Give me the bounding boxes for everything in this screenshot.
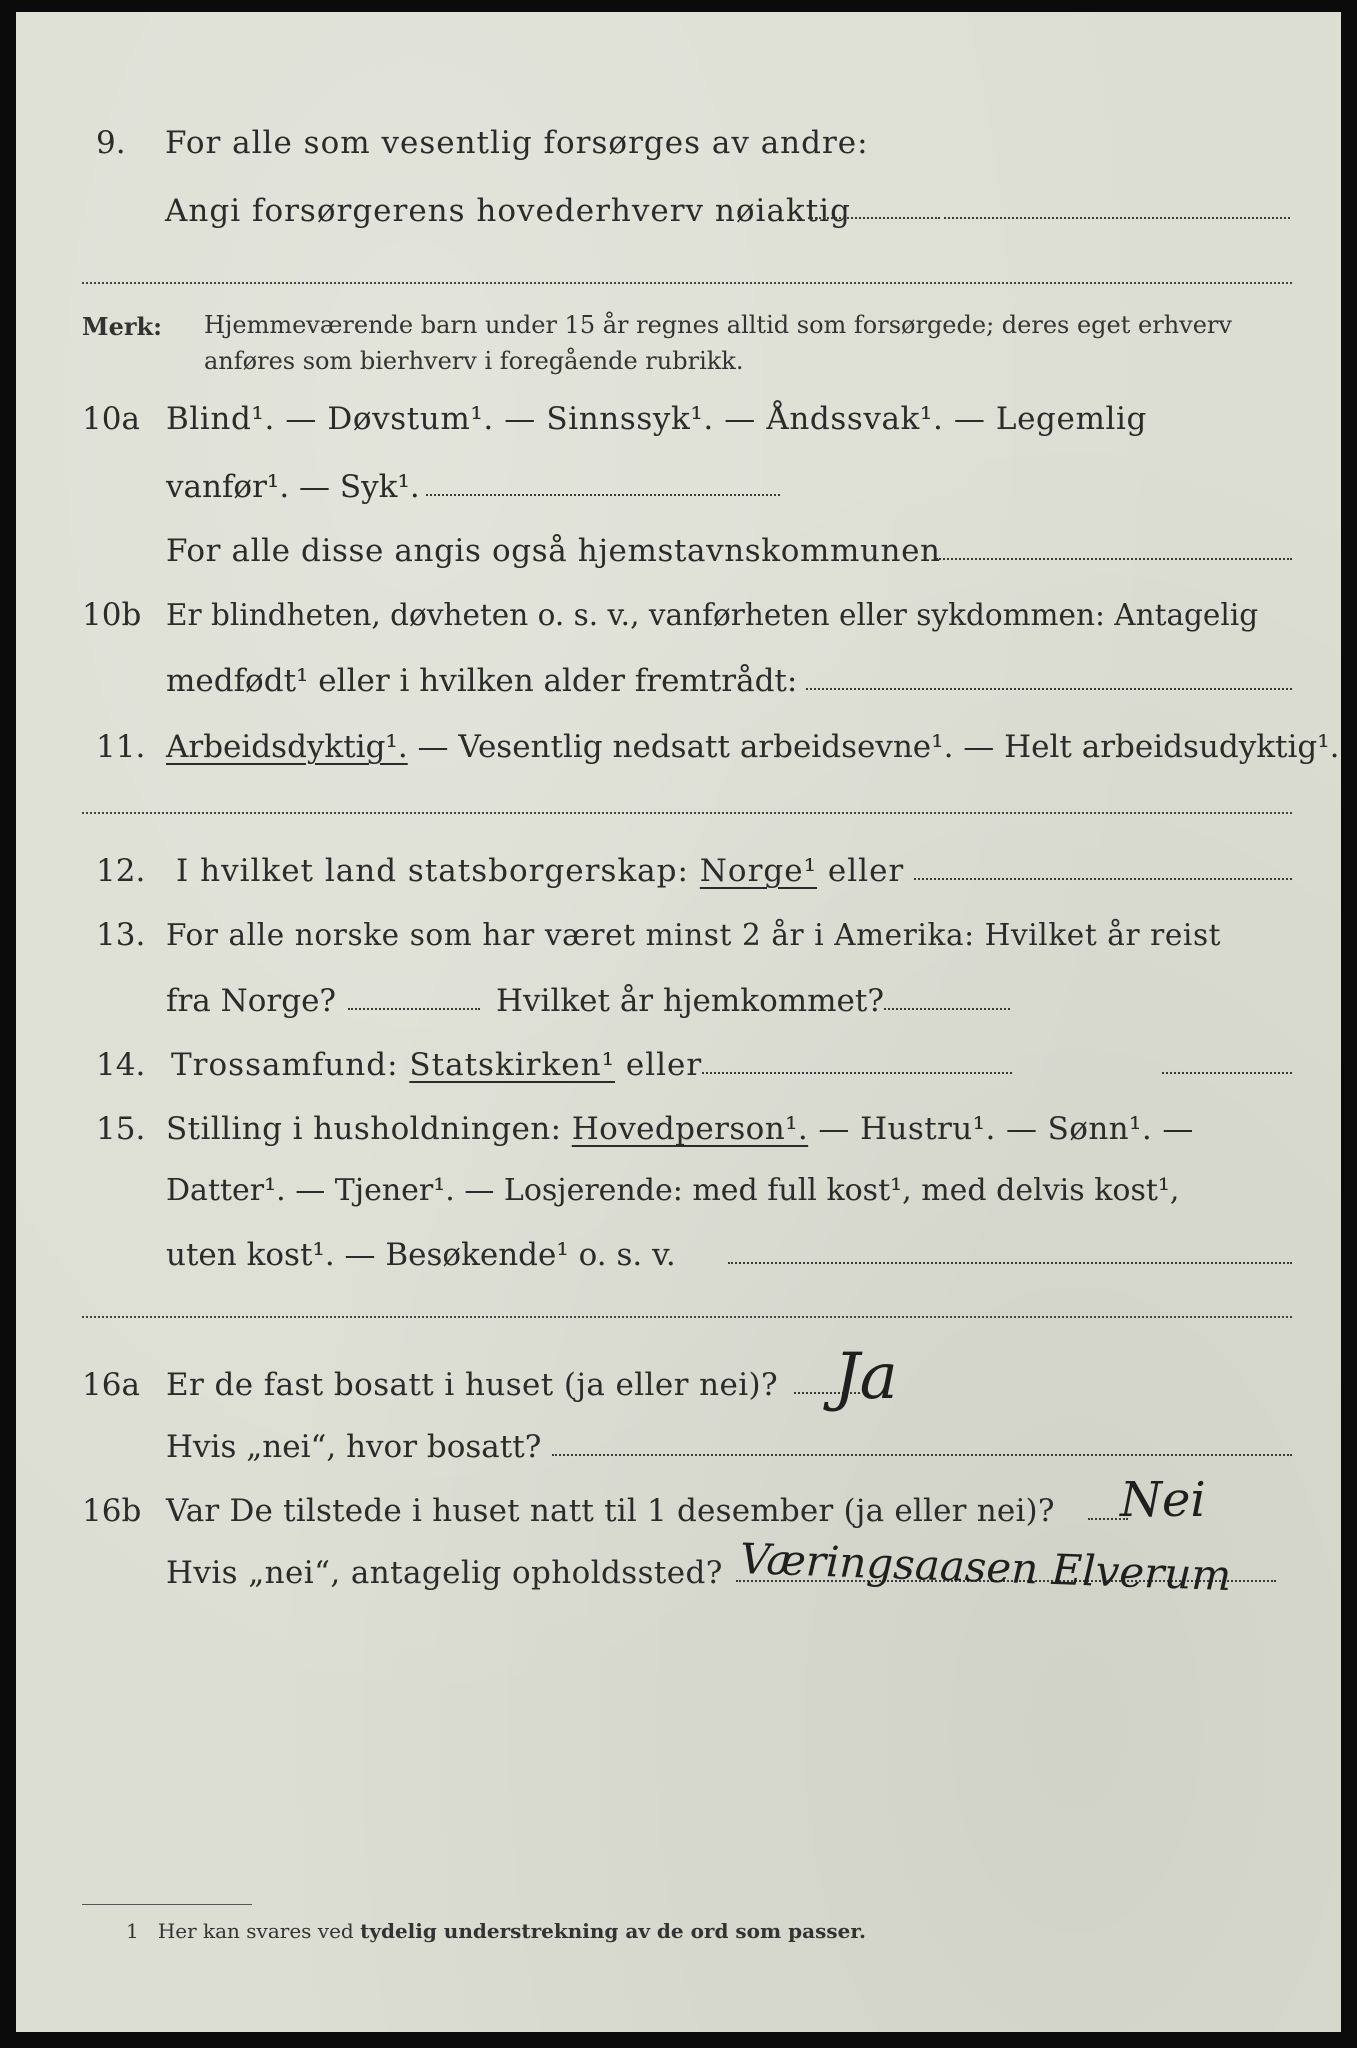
q10b-line2: medfødt¹ eller i hvilken alder fremtrådt: — [166, 663, 798, 699]
q10a-number: 10a — [82, 401, 140, 437]
q15-answer-line — [728, 1262, 1292, 1264]
q14-number: 14. — [96, 1047, 146, 1083]
q13-number: 13. — [96, 917, 146, 953]
q11-rest: — Vesentlig nedsatt arbeidsevne¹. — Helt arbeidsudyktig¹. — [407, 729, 1340, 765]
q12-prefix: I hvilket land statsborgerskap: — [176, 853, 689, 889]
q16b-number: 16b — [82, 1493, 142, 1529]
q13-reist-line — [348, 1008, 480, 1010]
merk-line2: anføres som bierhverv i foregående rubrikk. — [204, 347, 744, 375]
q14-answer-line-2 — [1162, 1072, 1292, 1074]
q10a-hjemstavn-line — [936, 558, 1292, 560]
census-form-page — [16, 12, 1341, 2032]
q10b-answer-line — [806, 688, 1292, 690]
q10b-line1: Er blindheten, døvheten o. s. v., vanførheten eller sykdommen: Antagelig — [166, 598, 1259, 632]
q15-line3: uten kost¹. — Besøkende¹ o. s. v. — [166, 1237, 676, 1273]
footnote-rule — [82, 1904, 252, 1905]
separator-1 — [82, 282, 1292, 284]
merk-line1: Hjemmeværende barn under 15 år regnes alltid som forsørgede; deres eget erhverv — [204, 311, 1232, 339]
footnote-text-bold: tydelig understrekning av de ord som passer. — [360, 1919, 866, 1943]
q16a-line1: Er de fast bosatt i huset (ja eller nei)? — [166, 1367, 779, 1403]
q10a-line1: Blind¹. — Døvstum¹. — Sinnssyk¹. — Åndssvak¹. — Legemlig — [166, 401, 1147, 437]
q9-number: 9. — [96, 125, 126, 161]
q9-answer-line — [808, 217, 940, 219]
q13-line2b: Hvilket år hjemkommet? — [496, 983, 884, 1019]
separator-3 — [82, 1316, 1292, 1318]
q12-number: 12. — [96, 853, 146, 889]
q10a-line3: For alle disse angis også hjemstavnskommunen — [166, 533, 941, 569]
q15-prefix: Stilling i husholdningen: — [166, 1111, 562, 1147]
q16b-handwritten-answer: Nei — [1120, 1472, 1206, 1528]
q10a-syk-line — [426, 494, 780, 496]
q9-line1: For alle som vesentlig forsørges av andre: — [165, 125, 869, 161]
q16a-number: 16a — [82, 1367, 140, 1403]
q16b-line1: Var De tilstede i huset natt til 1 desember (ja eller nei)? — [166, 1493, 1055, 1529]
q16b-line2: Hvis „nei“, antagelig opholdssted? — [166, 1555, 723, 1591]
q14-suffix: eller — [625, 1047, 703, 1083]
footnote — [126, 1918, 866, 1944]
q12-answer-line — [914, 878, 1292, 880]
footnote-text-plain: Her kan svares ved — [157, 1919, 361, 1943]
q14-answer-line — [702, 1072, 1012, 1074]
q10b-number: 10b — [82, 597, 142, 633]
q13-hjemkommet-line — [884, 1008, 1010, 1010]
q13-line1: For alle norske som har været minst 2 år i Amerika: Hvilket år reist — [166, 918, 1222, 952]
q15-number: 15. — [96, 1111, 146, 1147]
q16b-handwritten-location: Væringsaasen Elverum — [739, 1534, 1233, 1601]
merk-label: Merk: — [82, 312, 162, 341]
q9-line2: Angi forsørgerens hovedеrhverv nøiaktig — [165, 193, 851, 229]
q15-line1 — [166, 1110, 1194, 1148]
q9-answer-line-2 — [944, 217, 1290, 219]
q13-line2a: fra Norge? — [166, 983, 337, 1019]
q16a-line2: Hvis „nei“, hvor bosatt? — [166, 1429, 542, 1465]
q10a-line2: vanfør¹. — Syk¹. — [166, 469, 420, 505]
q12-line — [176, 852, 904, 890]
q16a-bosatt-line — [552, 1454, 1292, 1456]
q12-suffix: eller — [827, 853, 905, 889]
q15-line2: Datter¹. — Tjener¹. — Losjerende: med full kost¹, med delvis kost¹, — [166, 1173, 1180, 1208]
q16a-handwritten-answer: Ja — [834, 1340, 898, 1414]
q14-statskirken-option: Statskirken¹ — [409, 1047, 615, 1083]
q12-norge-option: Norge¹ — [699, 853, 818, 889]
q15-rest: — Hustru¹. — Sønn¹. — — [808, 1111, 1194, 1147]
q14-line — [171, 1046, 702, 1084]
footnote-mark: 1 — [126, 1919, 139, 1943]
q14-prefix: Trossamfund: — [171, 1047, 399, 1083]
separator-2 — [82, 812, 1292, 814]
q11-line — [166, 728, 1340, 766]
q15-hovedperson-option: Hovedperson¹. — [571, 1111, 809, 1147]
q11-arbeidsdyktig-option: Arbeidsdyktig¹. — [166, 729, 408, 765]
q11-number: 11. — [96, 729, 146, 765]
